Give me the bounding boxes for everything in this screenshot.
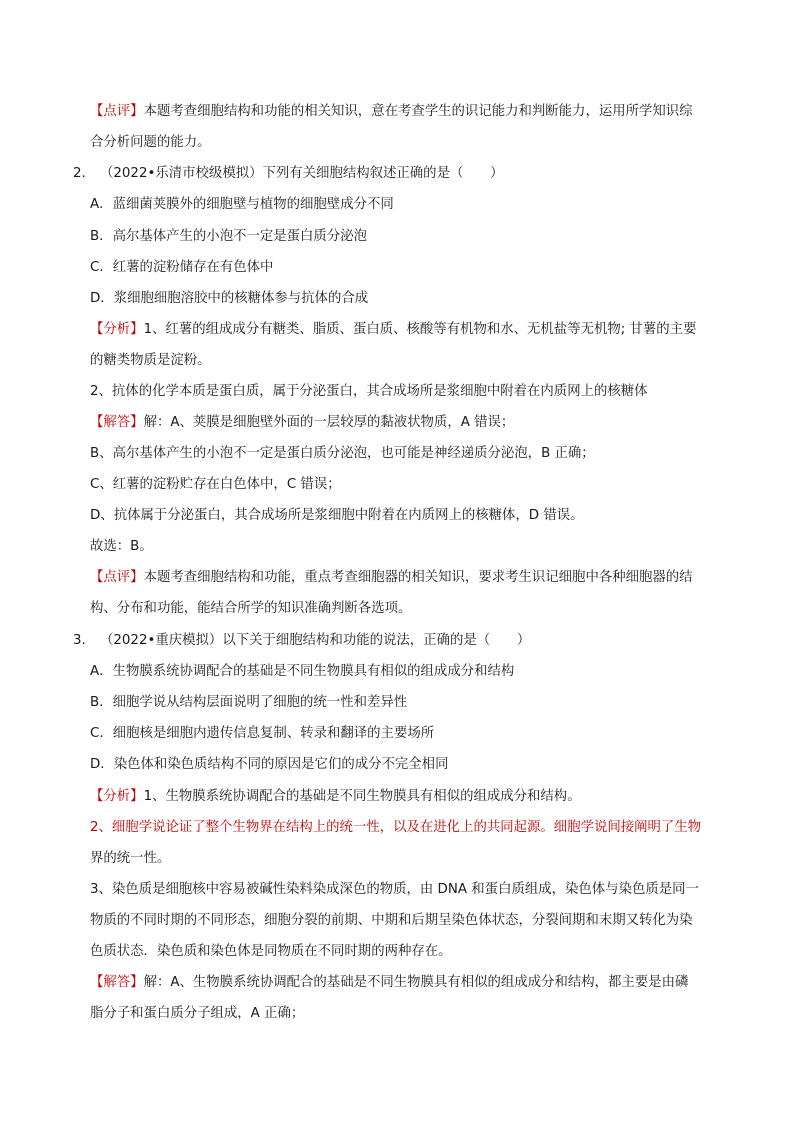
analysis-line: 的糖类物质是淀粉。: [90, 353, 211, 368]
answer-tag: 【解答】: [90, 415, 144, 430]
answer-tag: 【解答】: [90, 975, 144, 990]
option-b: B．高尔基体产生的小泡不一定是蛋白质分泌泡: [90, 229, 367, 244]
analysis-line: [90, 320, 730, 340]
option-d: D．浆细胞细胞溶胶中的核糖体参与抗体的合成: [90, 291, 369, 306]
analysis-line: 2、抗体的化学本质是蛋白质，属于分泌蛋白，其合成场所是浆细胞中附着在内质网上的核糖体: [90, 384, 648, 399]
answer-line: B、高尔基体产生的小泡不一定是蛋白质分泌泡，也可能是神经递质分泌泡，B 正确；: [90, 446, 595, 461]
option-c: C．红薯的淀粉储存在有色体中: [90, 260, 274, 275]
answer-line: [90, 413, 730, 433]
analysis-line: [90, 787, 730, 807]
comment-line: [90, 568, 730, 588]
answer-line: 脂分子和蛋白质分子组成，A 正确；: [90, 1006, 305, 1021]
option-a: A．蓝细菌荚膜外的细胞壁与植物的细胞壁成分不同: [90, 197, 394, 212]
answer-line: D、抗体属于分泌蛋白，其合成场所是浆细胞中附着在内质网上的核糖体，D 错误。: [90, 508, 584, 523]
analysis-line: 物质的不同时期的不同形态，细胞分裂的前期、中期和后期呈染色体状态，分裂间期和末期又转化为染: [90, 913, 693, 928]
option-b: B．细胞学说从结构层面说明了细胞的统一性和差异性: [90, 695, 408, 710]
question-stem: （2022•乐清市校级模拟）下列有关细胞结构叙述正确的是（ ）: [100, 166, 504, 181]
option-d: D．染色体和染色质结构不同的原因是它们的成分不完全相同: [90, 757, 449, 772]
comment-text: 本题考查细胞结构和功能的相关知识，意在考查学生的识记能力和判断能力，运用所学知识综: [143, 104, 693, 119]
question-number: 3.: [73, 633, 86, 648]
comment-paragraph-line: [90, 102, 730, 122]
option-c: C．细胞核是细胞内遗传信息复制、转录和翻译的主要场所: [90, 726, 435, 741]
comment-line: 构、分布和功能，能结合所学的知识准确判断各选项。: [90, 601, 412, 616]
answer-text: 解：A、荚膜是细胞壁外面的一层较厚的黏液状物质，A 错误；: [143, 415, 515, 430]
analysis-line: 2、细胞学说论证了整个生物界在结构上的统一性，以及在进化上的共同起源。细胞学说间接阐明了生物: [90, 820, 702, 835]
option-a: A．生物膜系统协调配合的基础是不同生物膜具有相似的组成成分和结构: [90, 664, 515, 679]
comment-text: 合分析问题的能力。: [90, 135, 211, 150]
analysis-line: 3、染色质是细胞核中容易被碱性染料染成深色的物质，由 DNA 和蛋白质组成，染色体与染色质是同一: [90, 882, 699, 897]
comment-tag: 【点评】: [90, 570, 144, 585]
analysis-tag: 【分析】: [90, 322, 144, 337]
analysis-text: 1、红薯的组成成分有糖类、脂质、蛋白质、核酸等有机物和水、无机盐等无机物; 甘薯的主要: [143, 322, 697, 337]
answer-text: 解：A、生物膜系统协调配合的基础是不同生物膜具有相似的组成成分和结构，都主要是由磷: [143, 975, 689, 990]
comment-paragraph-line: [90, 133, 730, 153]
analysis-text: 1、生物膜系统协调配合的基础是不同生物膜具有相似的组成成分和结构。: [143, 789, 581, 804]
analysis-line: 色质状态．染色质和染色体是同物质在不同时期的两种存在。: [90, 944, 452, 959]
question-stem: （2022•重庆模拟）以下关于细胞结构和功能的说法，正确的是（ ）: [100, 633, 531, 648]
question-number: 2.: [73, 166, 86, 181]
analysis-line: 界的统一性。: [90, 851, 171, 866]
comment-text: 本题考查细胞结构和功能，重点考查细胞器的相关知识，要求考生识记细胞中各种细胞器的结: [143, 570, 693, 585]
analysis-tag: 【分析】: [90, 789, 144, 804]
comment-tag: 【点评】: [90, 104, 144, 119]
answer-line: C、红薯的淀粉贮存在白色体中，C 错误；: [90, 477, 341, 492]
choice-line: 故选：B。: [90, 539, 153, 554]
answer-line: [90, 973, 730, 993]
